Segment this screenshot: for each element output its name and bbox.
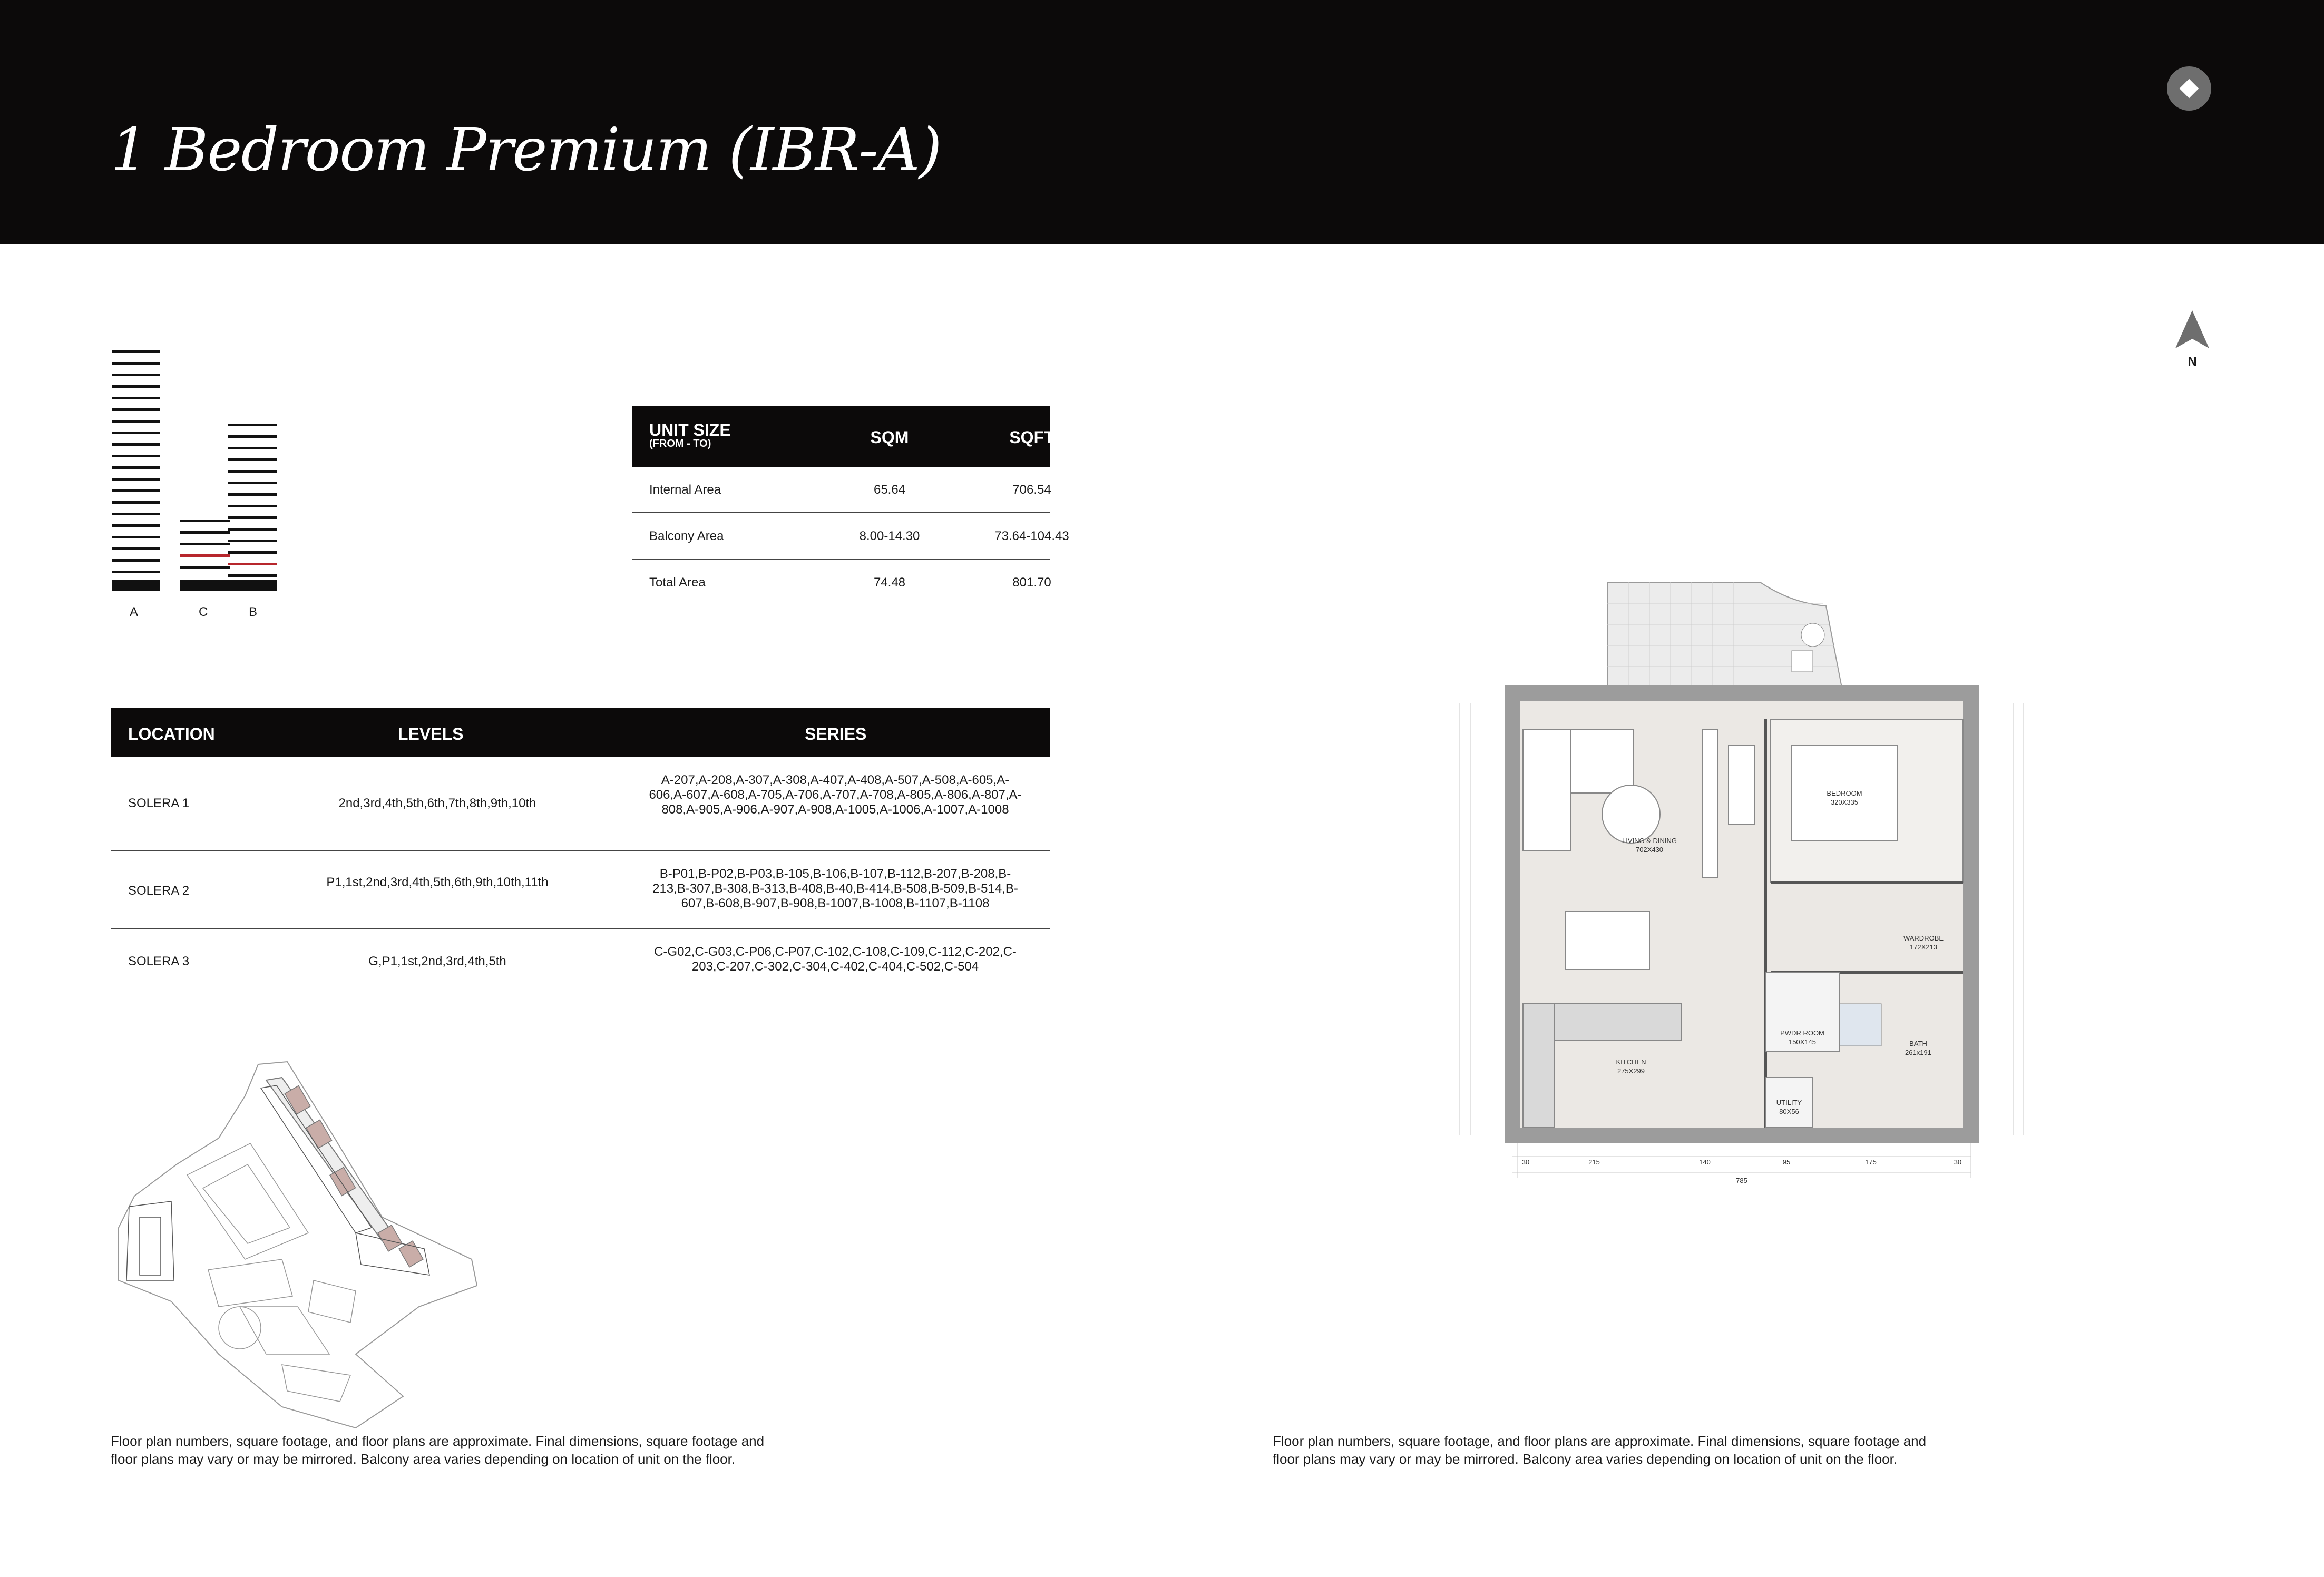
floor-line	[228, 447, 277, 449]
highlighted-floor-line	[180, 554, 230, 557]
room-dims: 320X335	[1830, 798, 1859, 806]
total-width-label: 785	[1736, 1177, 1747, 1184]
floor-line	[228, 540, 277, 542]
floor-line	[228, 458, 277, 461]
floor-line	[180, 543, 230, 545]
area-sqm: 74.48	[873, 575, 906, 590]
tower-c-label: C	[199, 605, 208, 619]
floor-line	[112, 385, 160, 388]
floor-line	[112, 478, 160, 481]
floor-line	[228, 493, 277, 496]
sqm-column-header: SQM	[870, 428, 909, 447]
tower-b-label: B	[249, 605, 258, 619]
room-dims: 275X299	[1617, 1067, 1645, 1075]
dimension-label: 215	[1588, 1158, 1600, 1166]
compass	[2171, 308, 2213, 371]
floor-line	[228, 516, 277, 519]
disclaimer-left	[111, 1432, 859, 1468]
floor-line	[112, 466, 160, 469]
dimension-label: 95	[1782, 1158, 1791, 1166]
floor-line	[112, 443, 160, 446]
floor-line	[112, 455, 160, 457]
dimension-label: 175	[1865, 1158, 1877, 1166]
area-sqft: 801.70	[1012, 575, 1051, 590]
floor-line	[180, 531, 230, 534]
room-name: KITCHEN	[1616, 1058, 1646, 1066]
balcony	[1607, 582, 1842, 688]
floor-line	[112, 489, 160, 492]
table-row	[111, 851, 1050, 929]
area-label: Internal Area	[649, 483, 721, 497]
levels-cell: G,P1,1st,2nd,3rd,4th,5th	[368, 954, 506, 968]
series-cell: A-207,A-208,A-307,A-308,A-407,A-408,A-507,A-508,A-605,A-606,A-607,A-608,A-705,A-706,A-707,A-708,A-805,A-806,A-807,A-808,A-905,A-906,A-907,A-908,A-1005,A-1006,A-1007,A-1008	[649, 773, 1022, 817]
area-label: Balcony Area	[649, 529, 724, 543]
north-arrow-icon	[2171, 308, 2213, 350]
disclaimer-right	[1273, 1432, 2021, 1468]
area-sqm: 65.64	[873, 483, 906, 497]
table-row	[632, 513, 1069, 560]
unit-size-label: UNIT SIZE	[649, 420, 731, 439]
floor-line	[112, 420, 160, 423]
disclaimer-line: Floor plan numbers, square footage, and floor plans are approximate. Final dimensions, square footage and	[111, 1433, 765, 1449]
floor-line	[112, 571, 160, 573]
diamond-icon	[2167, 66, 2211, 111]
floor-line	[112, 374, 160, 376]
page-title: 1 Bedroom Premium (IBR-A)	[111, 116, 941, 184]
highlighted-floor-line	[228, 563, 277, 565]
location-table	[111, 708, 1050, 987]
series-column-header: SERIES	[805, 724, 867, 743]
floor-line	[112, 408, 160, 411]
floor-line	[112, 524, 160, 527]
floor-line	[112, 547, 160, 550]
location-cell: SOLERA 2	[128, 884, 190, 898]
tower-a-label: A	[130, 605, 139, 619]
floor-line	[228, 574, 277, 577]
floor-line	[112, 362, 160, 365]
room-name: WARDROBE	[1903, 934, 1944, 942]
room-dims: 702X430	[1635, 846, 1664, 854]
area-label: Total Area	[649, 575, 706, 590]
room-name: PWDR ROOM	[1780, 1029, 1824, 1037]
floor-line	[180, 566, 230, 569]
levels-column-header: LEVELS	[398, 724, 464, 743]
floor-line	[228, 505, 277, 507]
tower-a-base	[112, 580, 160, 591]
room-name: LIVING & DINING	[1622, 837, 1677, 845]
room-name: UTILITY	[1776, 1099, 1802, 1106]
table-row	[632, 560, 1050, 605]
location-cell: SOLERA 1	[128, 796, 190, 810]
dimension-label: 30	[1521, 1158, 1530, 1166]
building-stack-diagram	[111, 348, 285, 622]
room-name: BATH	[1909, 1040, 1927, 1047]
north-label: N	[2188, 355, 2197, 369]
unit-size-table	[632, 406, 1069, 605]
sqft-column-header: SQFT	[1009, 428, 1054, 447]
floor-line	[112, 559, 160, 562]
room-name: BEDROOM	[1827, 789, 1862, 797]
tower-cb-base	[180, 580, 277, 591]
levels-cell: P1,1st,2nd,3rd,4th,5th,6th,9th,10th,11th	[326, 875, 549, 889]
unit-size-header	[649, 422, 731, 449]
unit-size-sublabel: (FROM - TO)	[649, 438, 711, 449]
floor-line	[112, 536, 160, 538]
unit-size-table-header	[632, 406, 1054, 467]
disclaimer-line: floor plans may vary or may be mirrored. Balcony area varies depending on location of unit on the floor.	[111, 1451, 736, 1467]
site-key-plan	[108, 1059, 487, 1428]
table-row	[111, 757, 1050, 851]
series-cell: B-P01,B-P02,B-P03,B-105,B-106,B-107,B-112,B-207,B-208,B-213,B-307,B-308,B-313,B-408,B-40,B-414,B-508,B-509,B-514,B-607,B-608,B-907,B-908,B-1007,B-1008,B-1107,B-1108	[652, 867, 1018, 910]
location-column-header: LOCATION	[128, 724, 215, 743]
location-table-header	[111, 708, 1050, 757]
area-sqft: 706.54	[1012, 483, 1051, 497]
area-sqm: 8.00-14.30	[859, 529, 920, 543]
dimension-label: 30	[1954, 1158, 1962, 1166]
room-dims: 261x191	[1905, 1049, 1931, 1056]
levels-cell: 2nd,3rd,4th,5th,6th,7th,8th,9th,10th	[338, 796, 536, 810]
floor-line	[228, 482, 277, 484]
floor-line	[228, 470, 277, 473]
room-dims: 80X56	[1779, 1108, 1799, 1115]
floor-line	[180, 520, 230, 522]
room-dims: 150X145	[1788, 1038, 1817, 1046]
dimension-label: 140	[1699, 1158, 1711, 1166]
disclaimer-line: Floor plan numbers, square footage, and floor plans are approximate. Final dimensions, square footage and	[1273, 1433, 1927, 1449]
table-row	[632, 467, 1050, 513]
floor-line	[228, 528, 277, 531]
floor-line	[112, 350, 160, 353]
room-dims: 172X213	[1909, 943, 1938, 951]
bottom-dimensions	[1522, 1158, 1961, 1184]
series-cell: C-G02,C-G03,C-P06,C-P07,C-102,C-108,C-109,C-112,C-202,C-203,C-207,C-302,C-304,C-402,C-404,C-502,C-504	[654, 945, 1017, 974]
floor-line	[112, 397, 160, 399]
unit-floor-plan	[1454, 572, 2034, 1204]
floor-line	[228, 424, 277, 426]
table-row	[111, 929, 1050, 987]
disclaimer-line: floor plans may vary or may be mirrored. Balcony area varies depending on location of unit on the floor.	[1273, 1451, 1898, 1467]
floor-line	[228, 435, 277, 438]
location-cell: SOLERA 3	[128, 954, 190, 968]
floor-line	[112, 501, 160, 504]
floor-line	[112, 513, 160, 515]
floor-line	[112, 432, 160, 434]
floor-line	[228, 551, 277, 554]
area-sqft: 73.64-104.43	[994, 529, 1069, 543]
